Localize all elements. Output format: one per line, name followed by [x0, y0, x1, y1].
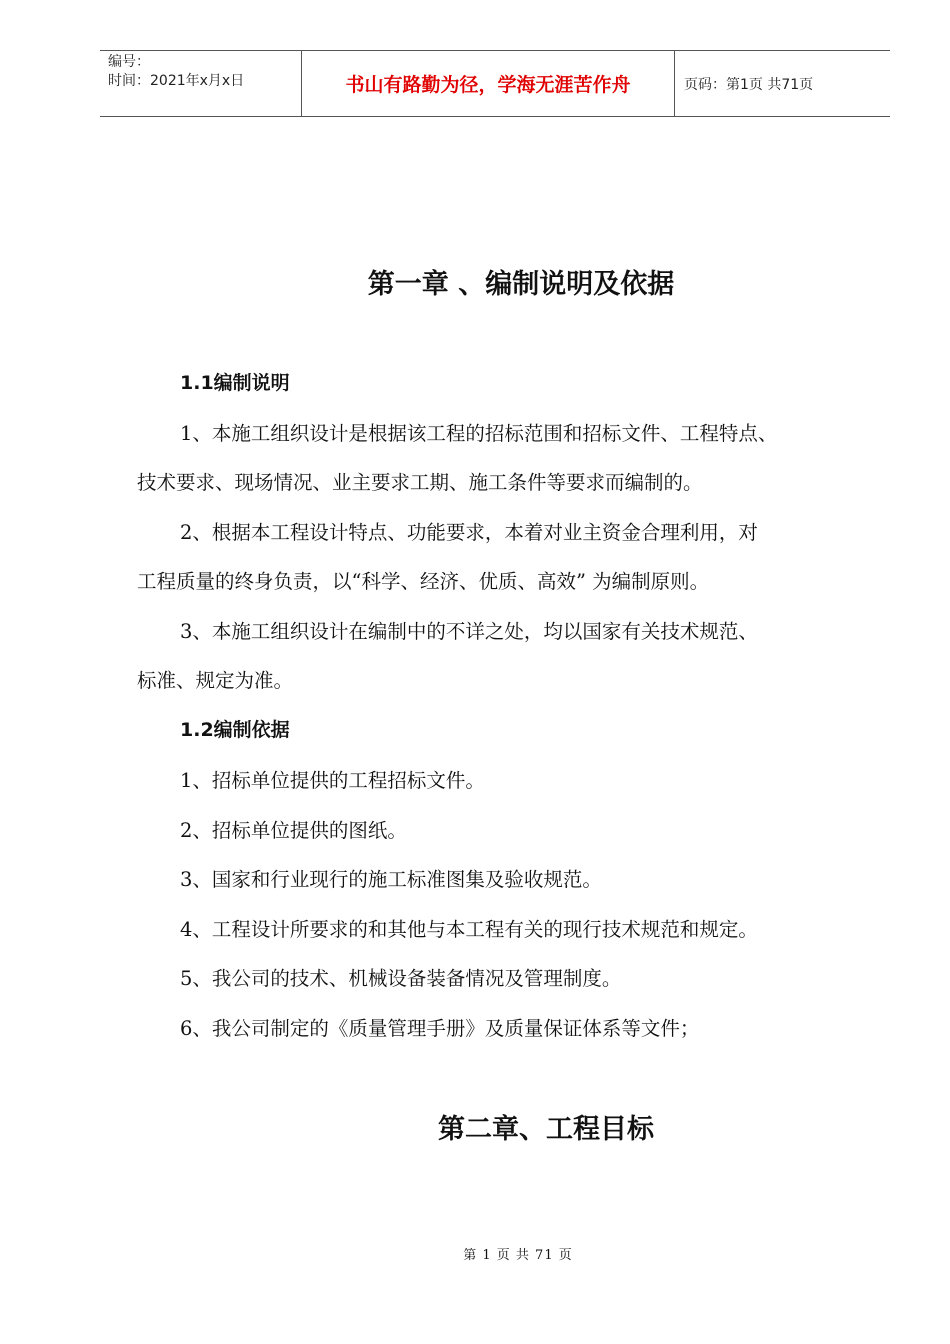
date-label: 时间：2021年x月x日 [108, 73, 245, 89]
section-1-1-title: 1.1编制说明 [180, 372, 290, 394]
section-1-2-title: 1.2编制依据 [180, 719, 290, 741]
paragraph-line: 1、本施工组织设计是根据该工程的招标范围和招标文件、工程特点、 [180, 422, 778, 445]
page-footer: 第 1 页 共 71 页 [463, 1248, 573, 1263]
page-header [100, 50, 890, 117]
list-item: 2、招标单位提供的图纸。 [180, 819, 407, 842]
paragraph-line: 2、根据本工程设计特点、功能要求，本着对业主资金合理利用，对 [180, 521, 758, 544]
chapter-1-title: 第一章 、编制说明及依据 [367, 269, 675, 300]
list-item: 5、我公司的技术、机械设备装备情况及管理制度。 [180, 967, 622, 990]
chapter-2-title: 第二章、工程目标 [438, 1114, 654, 1145]
paragraph-line: 标准、规定为准。 [137, 669, 294, 692]
list-item: 6、我公司制定的《质量管理手册》及质量保证体系等文件； [180, 1017, 700, 1040]
header-meta [108, 53, 244, 91]
list-item: 1、招标单位提供的工程招标文件。 [180, 769, 485, 792]
header-page-info: 页码：第1页 共71页 [684, 76, 814, 93]
paragraph-line: 工程质量的终身负责，以“科学、经济、优质、高效” 为编制原则。 [137, 570, 710, 593]
list-item: 3、国家和行业现行的施工标准图集及验收规范。 [180, 868, 602, 891]
paragraph-line: 3、本施工组织设计在编制中的不详之处，均以国家有关技术规范、 [180, 620, 758, 643]
list-item: 4、工程设计所要求的和其他与本工程有关的现行技术规范和规定。 [180, 918, 758, 941]
code-label: 编号： [108, 54, 150, 70]
header-divider [674, 50, 675, 117]
paragraph-line: 技术要求、现场情况、业主要求工期、施工条件等要求而编制的。 [137, 471, 703, 494]
header-motto: 书山有路勤为径，学海无涯苦作舟 [345, 74, 631, 96]
